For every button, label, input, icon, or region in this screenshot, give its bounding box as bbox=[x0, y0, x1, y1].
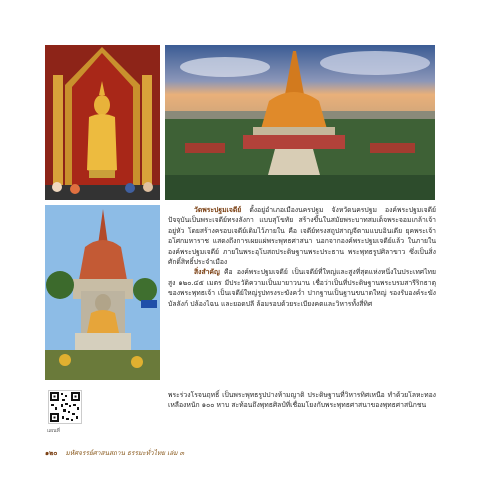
paragraph-2-body: คือ องค์พระปฐมเจดีย์ เป็นเจดีย์ที่ใหญ่และสูงที่สุดแห่งหนึ่งในประเทศไทย สูง ๑๒๐.๔๕ เมตร มีประวัติความเป็นมายาวนาน เชื่อว่าเป็นที่ประดิษฐานพระบรมสารีริกธาตุของพระพุทธเจ้า เป็นเจดีย์ใหญ่รูปทรงระฆังคว่ำ ปากฐานเป็นฐานขนาดใหญ่ รองรับองค์ระฆัง บัลลังก์ ปล้องไฉน และยอดปลี ล้อมรอบด้วยระเบียงคตและวิหารทั้งสี่ทิศ bbox=[168, 268, 436, 308]
qr-code[interactable] bbox=[48, 390, 82, 424]
buddha-with-stupa-photo bbox=[45, 205, 160, 380]
page-footer bbox=[45, 448, 436, 460]
paragraph-2 bbox=[168, 267, 436, 309]
paragraph-2-lead: สิ่งสำคัญ bbox=[194, 268, 220, 277]
qr-code-icon bbox=[49, 391, 81, 423]
page-number: ๑๒๐ bbox=[45, 449, 58, 457]
paragraph-1 bbox=[168, 205, 436, 267]
pagoda-aerial-photo bbox=[165, 45, 435, 200]
paragraph-3: พระร่วงโรจนฤทธิ์ เป็นพระพุทธรูปปางห้ามญาติ ประดิษฐานที่วิหารทิศเหนือ ทำด้วยโลหะทองเหลืองหนัก ๑๐๐ หาบ สะท้อนถึงพุทธศิลป์ที่เชื่อมโยงกับพระพุทธศาสนาของพุทธศาสนิกชน bbox=[168, 391, 436, 410]
golden-buddha-photo bbox=[45, 45, 160, 200]
article-text-continued bbox=[168, 390, 436, 411]
qr-code-label: แผนที่ bbox=[47, 428, 60, 434]
article-text-column bbox=[168, 205, 436, 309]
paragraph-1-body: ตั้งอยู่อำเภอเมืองนครปฐม จังหวัดนครปฐม องค์พระปฐมเจดีย์ปัจจุบันเป็นพระเจดีย์ทรงลังกา แบบสุโขทัย สร้างขึ้นในสมัยพระบาทสมเด็จพระจอมเกล้าเจ้าอยู่หัว โดยสร้างครอบเจดีย์เดิมไว้ภายใน คือ เจดีย์ทรงสถูปสาญจีตามแบบอินเดีย ยุคพระเจ้าอโศกมหาราช แสดงถึงการเผยแผ่พระพุทธศาสนา นอกจากองค์พระปฐมเจดีย์แล้ว ในภายในองค์พระปฐมเจดีย์ ภายในพระอุโบสถประดิษฐานพระประธาน พระพุทธรูปศิลาขาว ซึ่งเป็นสิ่งศักดิ์สิทธิ์ประจำเมือง bbox=[168, 206, 436, 267]
book-title: มหัศจรรย์ศาสนสถาน ธรรมะทั่วไทย เล่ม ๓ bbox=[65, 449, 185, 457]
paragraph-1-lead: วัดพระปฐมเจดีย์ bbox=[194, 206, 242, 214]
